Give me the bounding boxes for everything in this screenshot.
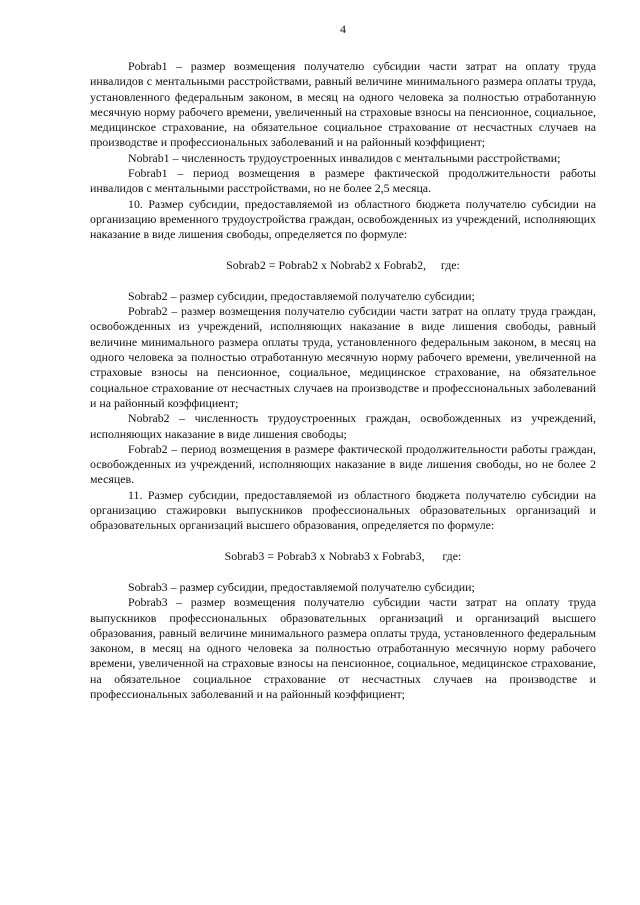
formula-sobrab3: Sobrab3 = Pobrab3 x Nobrab3 x Fobrab3, где: bbox=[224, 548, 462, 563]
definition-sobrab2: Sobrab2 – размер субсидии, предоставляемой получателю субсидии; bbox=[128, 288, 475, 303]
clause-11: 11. Размер субсидии, предоставляемой из областного бюджета получателю субсидии на организацию стажировки выпускников профессиональных образовательных организаций и образовательных организаций высшего образования, определяется по формуле: bbox=[90, 487, 596, 533]
definition-nobrab2: Nobrab2 – численность трудоустроенных граждан, освобожденных из учреждений, исполняющих наказание в виде лишения свободы; bbox=[90, 411, 596, 441]
definition-pobrab1: Pobrab1 – размер возмещения получателю субсидии части затрат на оплату труда инвалидов с ментальными расстройствами, равный величине минимального размера оплаты труда, установленного федеральным законом, в месяц на одного человека за полностью отработанную месячную норму рабочего времени, увеличенный на страховые взносы на пенсионное, социальное, медицинское страхование, на обязательное социальное страхование от несчастных случаев на производстве и профессиональных заболеваний и на районный коэффициент; bbox=[90, 59, 596, 150]
definition-pobrab3: Pobrab3 – размер возмещения получателю субсидии части затрат на оплату труда выпускников профессиональных образовательных организаций и организаций высшего образования, равный величине минимального размера оплаты труда, установленного федеральным законом, в месяц на одного человека за полностью отработанную месячную норму рабочего времени, увеличенной на страховые взносы на пенсионное, социальное, медицинское страхование, на обязательное социальное страхование от несчастных случаев на производстве и профессиональных заболеваний и на районный коэффициент; bbox=[90, 595, 596, 701]
page-number: 4 bbox=[340, 22, 346, 36]
definition-fobrab2: Fobrab2 – период возмещения в размере фактической продолжительности работы граждан, освобожденных из учреждений, исполняющих наказание в виде лишения свободы, но не более 2 месяцев. bbox=[90, 441, 596, 487]
definition-sobrab3: Sobrab3 – размер субсидии, предоставляемой получателю субсидии; bbox=[128, 579, 475, 594]
formula-sobrab2: Sobrab2 = Pobrab2 x Nobrab2 x Fobrab2, где: bbox=[226, 257, 460, 272]
definition-pobrab2: Pobrab2 – размер возмещения получателю субсидии части затрат на оплату труда граждан, освобожденных из учреждений, исполняющих наказание в виде лишения свободы, равный величине минимального размера оплаты труда, установленного федеральным законом, в месяц на одного человека за полностью отработанную месячную норму рабочего времени, увеличенной на страховые взносы на пенсионное, социальное, медицинское страхование, на обязательное социальное страхование от несчастных случаев на производстве и профессиональных заболеваний и на районный коэффициент; bbox=[90, 304, 596, 410]
clause-10: 10. Размер субсидии, предоставляемой из областного бюджета получателю субсидии на организацию временного трудоустройства граждан, освобожденных из учреждений, исполняющих наказание в виде лишения свободы, определяется по формуле: bbox=[90, 196, 596, 242]
definition-nobrab1: Nobrab1 – численность трудоустроенных инвалидов с ментальными расстройствами; bbox=[128, 150, 561, 165]
definition-fobrab1: Fobrab1 – период возмещения в размере фактической продолжительности работы инвалидов с ментальными расстройствами, но не более 2,5 месяца. bbox=[90, 166, 596, 196]
document-page bbox=[90, 22, 596, 702]
